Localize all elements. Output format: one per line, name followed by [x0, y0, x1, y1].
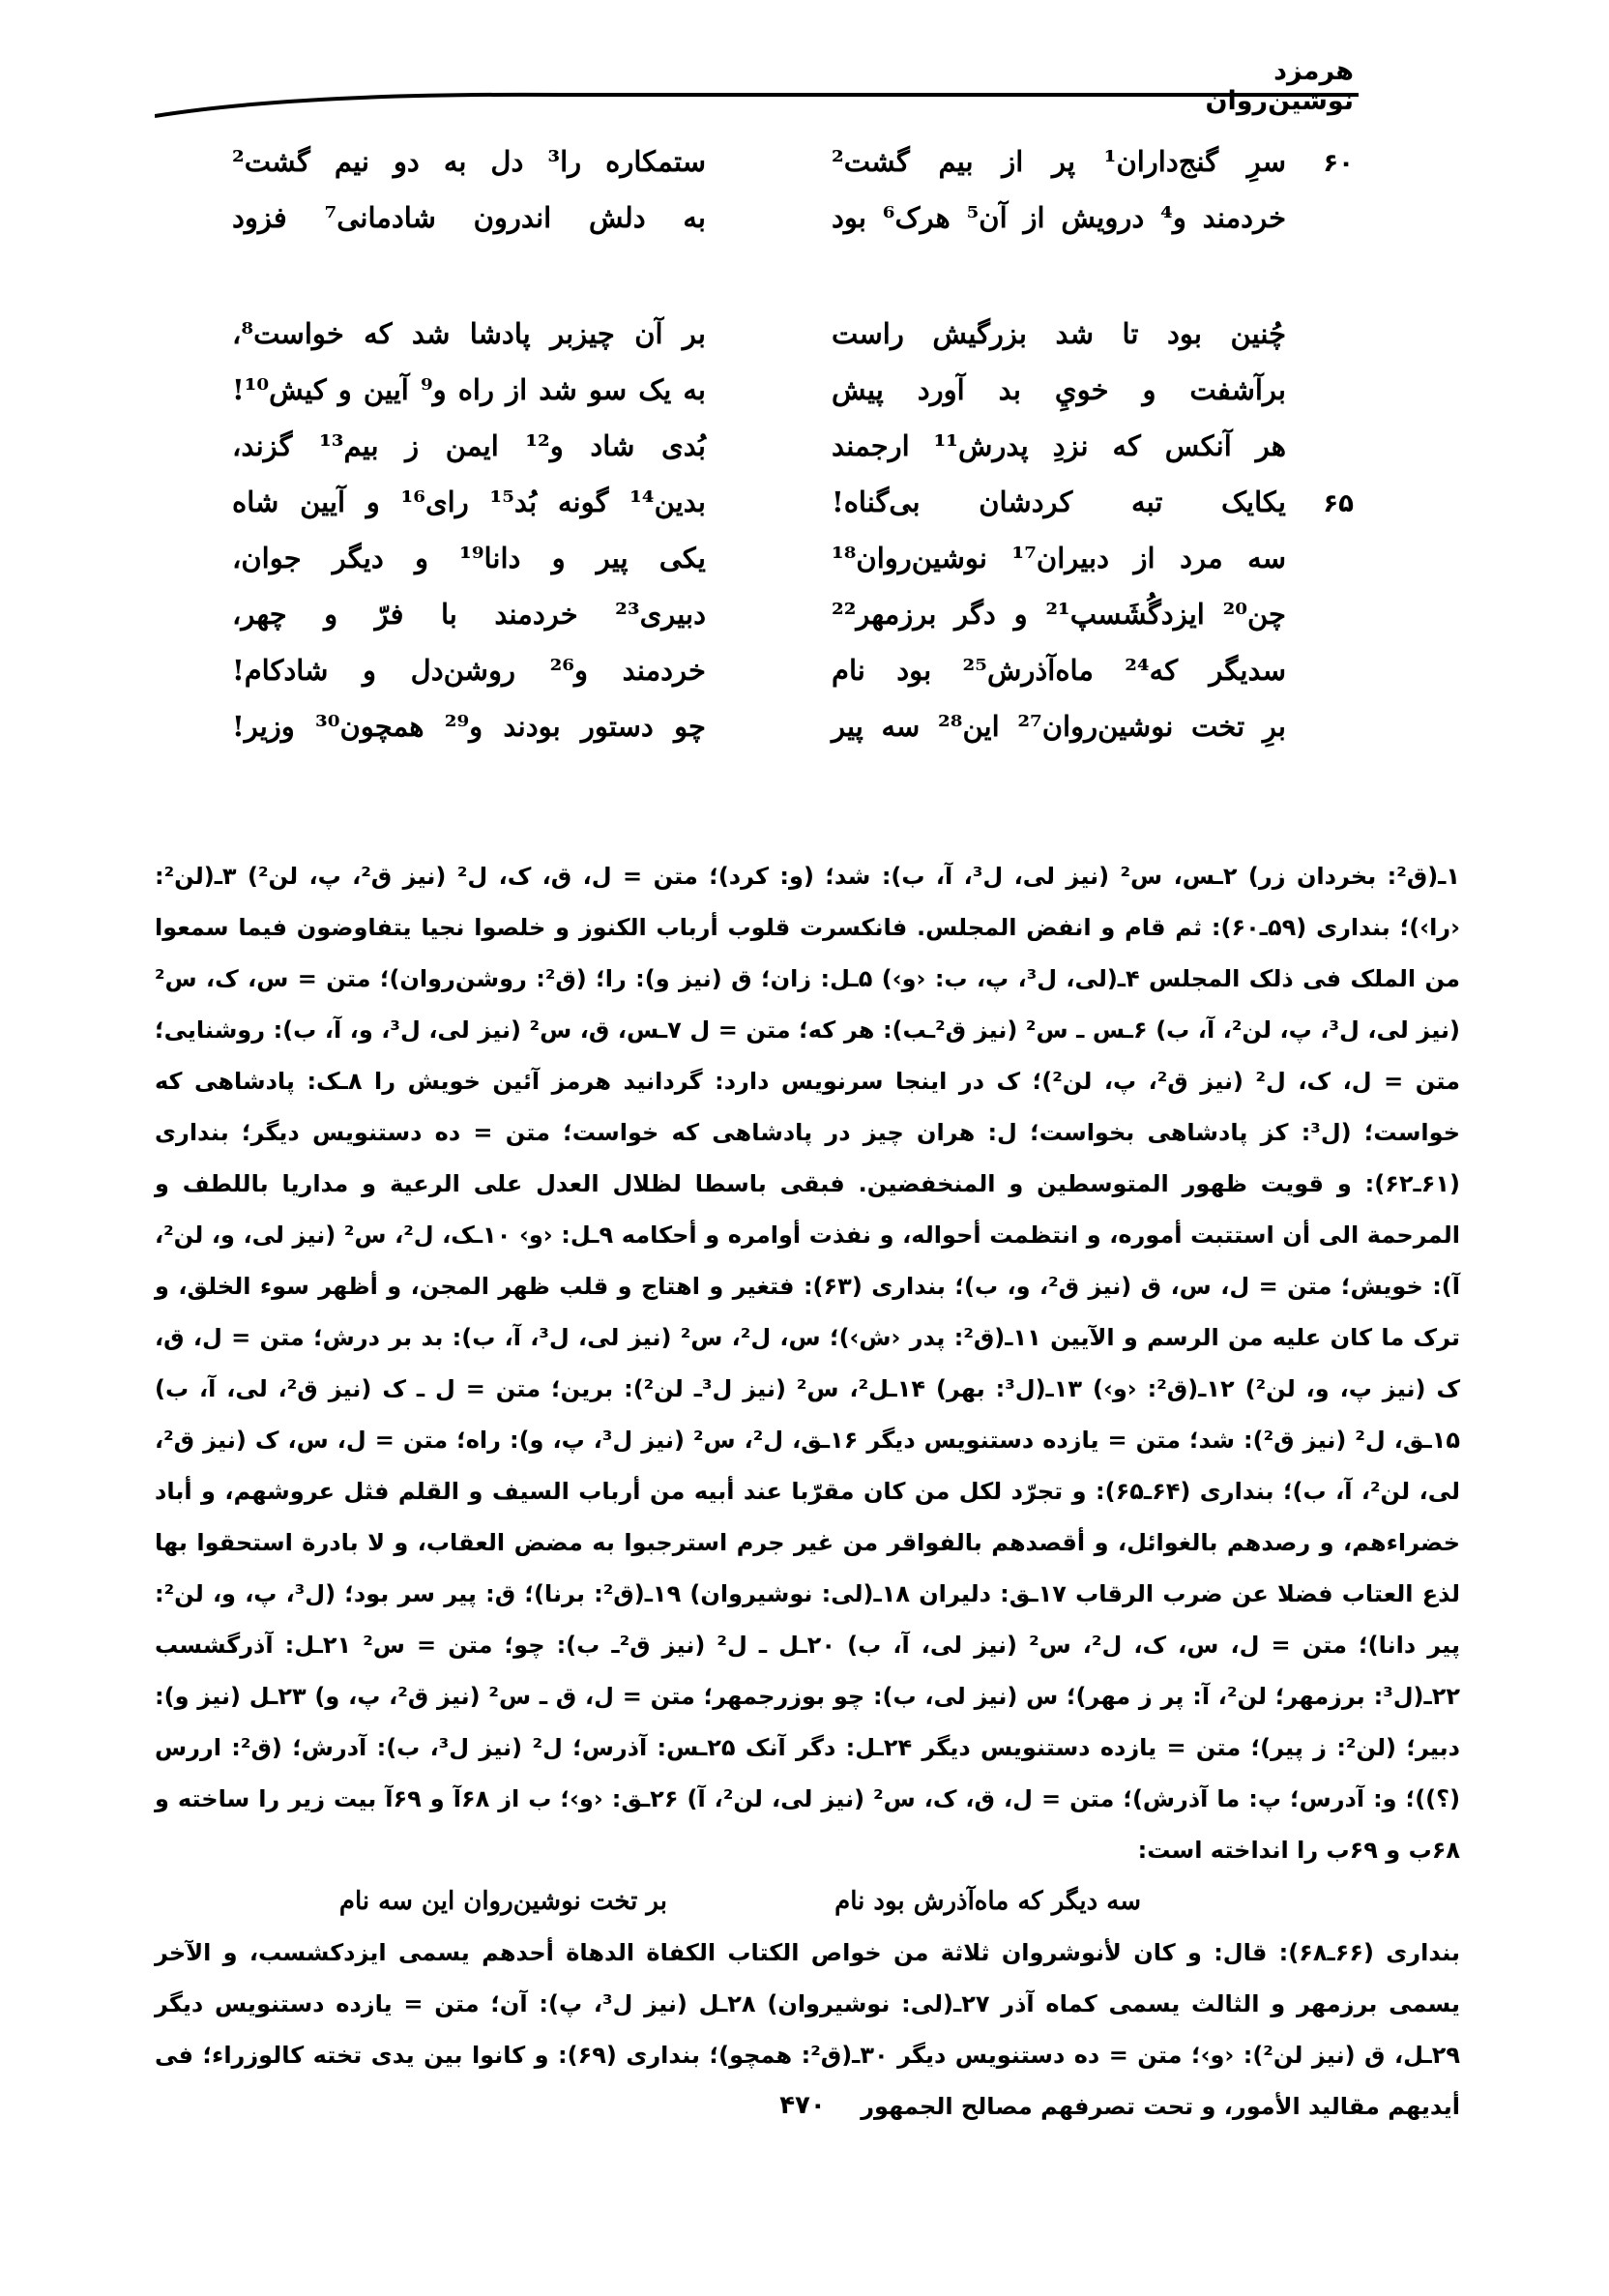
- couplet: [232, 654, 1354, 710]
- couplet: [232, 145, 1354, 201]
- inset-hemistich-left: بر تخت نوشین‌روان این سه نام: [338, 1887, 667, 1916]
- hemistich-right: برِ تخت نوشین‌روان²⁷ این²⁸ سه پیر: [832, 710, 1286, 743]
- footnote-paragraph: ۱ـ(ق²: بخردان زر) ۲ـس، س² (نیز لی، ل³، آ، ب): شد؛ (و: کرد)؛ متن = ل، ق، ک، ل² (نیز ق²، پ، لن²) ۳ـ(لن²: ‹را›)؛ بنداری (۵۹ـ۶۰): ثم قام و انفض المجلس. فانکسرت قلوب أرباب الکنوز و خلصوا نجیا یتفاوضون فیما سمعوا من الملک فی ذلک المجلس ۴ـ(لی، ل³، پ، ب: ‹و›) ۵ـل: زان؛ ق (نیز و): را؛ (ق²: روشن‌روان)؛ متن = س، ک، س² (نیز لی، ل³، پ، لن²، آ، ب) ۶ـس ـ س² (نیز ق²ـب): هر که؛ متن = ل ۷ـس، ق، س² (نیز لی، ل³، و، آ، ب): روشنایی؛ متن = ل، ک، ل² (نیز ق²، پ، لن²)؛ ک در اینجا سرنویس دارد: گردانید هرمز آئین خویش را ۸ـک: پادشاهی که خواست؛ (ل³: کز پادشاهی بخواست؛ ل: هران چیز در پادشاهی که خواست؛ متن = ده دستنویس دیگر؛ بنداری (۶۱ـ۶۲): و قویت ظهور المتوسطین و المنخفضین. فبقی باسطا لظلال العدل علی الرعیة و مداریا باللطف و المرحمة الی أن استتبت أموره، و انتظمت أحواله، و نفذت أوامره و أحکامه ۹ـل: ‹و› ۱۰ـک، ل²، س² (نیز لی، و، لن²، آ): خویش؛ متن = ل، س، ق (نیز ق²، و، ب)؛ بنداری (۶۳): فتغیر و اهتاج و قلب ظهر المجن، و أظهر سوء الخلق، و ترک ما کان علیه من الرسم و الآیین ۱۱ـ(ق²: پدر ‹ش›)؛ س، ل²، س² (نیز لی، ل³، آ، ب): بد بر درش؛ متن = ل، ق، ک (نیز پ، و، لن²) ۱۲ـ(ق²: ‹و›) ۱۳ـ(ل³: بهر) ۱۴ـل²، س² (نیز ل³ـ لن²): برین؛ متن = ل ـ ک (نیز ق²، لی، آ، ب) ۱۵ـق، ل² (نیز ق²): شد؛ متن = یازده دستنویس دیگر ۱۶ـق، ل²، س² (نیز ل³، پ، و): راه؛ متن = ل، س، ک (نیز ق²، لی، لن²، آ، ب)؛ بنداری (۶۴ـ۶۵): و تجرّد لکل من کان مقرّبا عند أبیه من أرباب السیف و القلم فثل عروشهم، و أباد خضراءهم، و رصدهم بالغوائل، و أقصدهم بالفواقر من غیر جرم استرجبوا به مضض العقاب، و لا بادرة استحقوا بها لذع العتاب فضلا عن ضرب الرقاب ۱۷ـق: دلیران ۱۸ـ(لی: نوشیروان) ۱۹ـ(ق²: برنا)؛ ق: پیر سر بود؛ (ل³، پ، و، لن²: پیر دانا)؛ متن = ل، س، ک، ل²، س² (نیز لی، آ، ب) ۲۰ـل ـ ل² (نیز ق²ـ ب): چو؛ متن = س² ۲۱ـل: آذرگشسب ۲۲ـ(ل³: برزمهر؛ لن²، آ: پر ز مهر)؛ س (نیز لی، ب): چو بوزرجمهر؛ متن = ل، ق ـ س² (نیز ق²، پ، و) ۲۳ـل (نیز و): دبیر؛ (لن²: ز پیر)؛ متن = یازده دستنویس دیگر ۲۴ـل: دگر آنک ۲۵ـس: آذرس؛ ل² (نیز ل³، ب): آدرش؛ (ق²: اررس (؟))؛ و: آدرس؛ پ: ما آذرش)؛ متن = ل، ق، ک، س² (نیز لی، لن²، آ) ۲۶ـق: ‹و›؛ ب از ۶۸آ و ۶۹آ بیت زیر را ساخته و ۶۸ب و ۶۹ب را انداخته است:: [155, 863, 1461, 1864]
- couplet: [232, 317, 1354, 373]
- hemistich-right: چن²⁰ ایزدگُشَسپ²¹ و دگر برزمهر²²: [832, 598, 1286, 631]
- hemistich-right: سدیگر که²⁴ ماه‌آذرش²⁵ بود نام: [832, 654, 1286, 687]
- verse-number: ۶۵: [1323, 489, 1354, 518]
- header-rule: [155, 85, 1359, 124]
- hemistich-left: ستمکاره را³ دل به دو نیم گشت²: [232, 145, 706, 178]
- hemistich-left: چو دستور بودند و²⁹ همچون³⁰ وزیر!: [232, 710, 706, 743]
- running-head: هرمزد نوشین‌روان: [1205, 56, 1354, 116]
- hemistich-left: بُدی شاد و¹² ایمن ز بیم¹³ گزند،: [232, 429, 706, 462]
- couplet: [232, 373, 1354, 429]
- couplet: [232, 201, 1354, 257]
- hemistich-right: هر آنکس که نزدِ پدرش¹¹ ارجمند: [832, 429, 1286, 462]
- hemistich-left: به دلش اندرون شادمانی⁷ فزود: [232, 201, 706, 234]
- couplet: [232, 486, 1354, 542]
- hemistich-left: بدین¹⁴ گونه بُد¹⁵ رای¹⁶ و آیین شاه: [232, 486, 707, 518]
- inset-verse: [155, 1876, 1460, 1928]
- hemistich-left: به یک سو شد از راه و⁹ آیین و کیش¹⁰!: [232, 373, 706, 406]
- hemistich-left: دبیری²³ خردمند با فرّ و چهر،: [232, 598, 706, 631]
- hemistich-right: چُنین بود تا شد بزرگیش راست: [832, 317, 1286, 350]
- couplet: [232, 710, 1354, 766]
- couplet: [232, 542, 1354, 598]
- footnote-paragraph: بنداری (۶۶ـ۶۸): قال: و کان لأنوشروان ثلاثة من خواص الکتاب الکفاة الدهاة أحدهم یسمی ایزدکشسب، و الآخر یسمی برزمهر و الثالث یسمی کماه آذر ۲۷ـ(لی: نوشیروان) ۲۸ـل (نیز ل³، پ): آن؛ متن = یازده دستنویس دیگر ۲۹ـل، ق (نیز لن²): ‹و›؛ متن = ده دستنویس دیگر ۳۰ـ(ق²: همچو)؛ بنداری (۶۹): و کانوا بین یدی تخته کالوزراء؛ فی أیدیهم مقالید الأمور، و تحت تصرفهم مصالح الجمهور: [155, 1939, 1460, 2120]
- hemistich-left: خردمند و²⁶ روشن‌دل و شادکام!: [232, 654, 706, 687]
- hemistich-right: سه مرد از دبیران¹⁷ نوشین‌روان¹⁸: [832, 542, 1286, 574]
- hemistich-left: یکی پیر و دانا¹⁹ و دیگر جوان،: [232, 542, 706, 574]
- footnotes: [155, 851, 1460, 2133]
- hemistich-right: خردمند و⁴ درویش از آن⁵ هرک⁶ بود: [832, 201, 1286, 234]
- couplet: [232, 429, 1354, 486]
- inset-hemistich-right: سه دیگر که ماه‌آذرش بود نام: [834, 1887, 1141, 1916]
- hemistich-right: سرِ گنج‌داران¹ پر از بیم گشت²: [832, 145, 1286, 178]
- hemistich-right: یکایک تبه کردشان بی‌گناه!: [832, 486, 1286, 518]
- hemistich-right: برآشفت و خويِ بد آورد پیش: [832, 373, 1286, 406]
- verse-number: ۶۰: [1323, 149, 1354, 178]
- verse-block: [232, 145, 1354, 766]
- couplet: [232, 598, 1354, 654]
- page-number: ۴۷۰: [779, 2091, 826, 2120]
- hemistich-left: بر آن چیزبر پادشا شد که خواست⁸،: [232, 317, 706, 350]
